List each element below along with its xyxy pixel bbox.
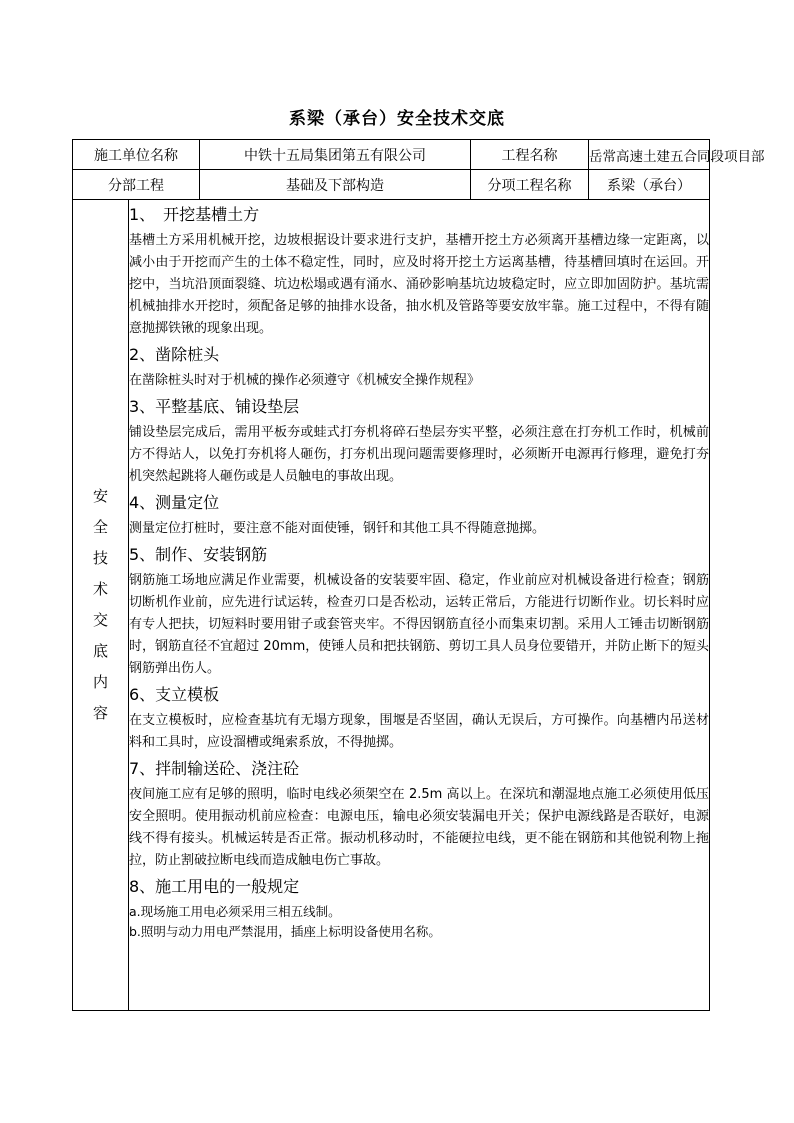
header-row-2 <box>73 170 710 200</box>
section-text: 钢筋施工场地应满足作业需要，机械设备的安装要牢固、稳定，作业前应对机械设备进行检查；钢筋切断机作业前，应先进行试运转，检查刃口是否松动，运转正常后，方能进行切断作业。切长料时应有专人把扶，切短料时要用钳子或套管夹牢。不得因钢筋直径小而集束切割。采用人工锤击切断钢筋时，钢筋直径不宜超过 20mm，使锤人员和把扶钢筋、剪切工具人员身位要错开，并防止断下的短头钢筋弹出伤人。 <box>129 573 709 676</box>
section-heading: 1、 开挖基槽土方 <box>129 205 260 224</box>
section-heading: 4、测量定位 <box>129 493 220 512</box>
section-text: 在凿除桩头时对于机械的操作必须遵守《机械安全操作规程》 <box>129 373 481 388</box>
side-char: 底 <box>92 642 108 660</box>
side-label <box>73 200 129 1011</box>
section-heading: 8、施工用电的一般规定 <box>129 877 300 896</box>
division-value: 基础及下部构造 <box>200 170 471 200</box>
section-heading: 6、支立模板 <box>129 685 220 704</box>
side-char: 内 <box>92 673 108 691</box>
content-row <box>73 200 710 1011</box>
subitem-label: 分项工程名称 <box>471 170 589 200</box>
construction-unit-label: 施工单位名称 <box>73 140 200 170</box>
list-item: b.照明与动力用电严禁混用，插座上标明设备使用名称。 <box>129 924 441 939</box>
section-text: 夜间施工应有足够的照明，临时电线必须架空在 2.5m 高以上。在深坑和潮湿地点施工必须使用低压安全照明。使用振动机前应检查：电源电压，输电必须安装漏电开关；保护电源线路是否联好，电源线不得有接头。机械运转是否正常。振动机移动时，不能硬拉电线，更不能在钢筋和其他锐利物上拖拉，防止割破拉断电线而造成触电伤亡事故。 <box>129 787 709 868</box>
project-name-label: 工程名称 <box>471 140 589 170</box>
section-heading: 5、制作、安装钢筋 <box>129 545 268 564</box>
construction-unit-value: 中铁十五局集团第五有限公司 <box>200 140 471 170</box>
section-text: 基槽土方采用机械开挖，边坡根据设计要求进行支护，基槽开挖土方必须离开基槽边缘一定距离，以减小由于开挖而产生的土体不稳定性，同时，应及时将开挖土方运离基槽，待基槽回填时在运回。开挖中，当坑沿顶面裂缝、坑边松塌或遇有涌水、涌砂影响基坑边坡稳定时，应立即加固防护。基坑需机械抽排水开挖时，须配备足够的抽排水设备，抽水机及管路等要安放牢靠。施工过程中，不得有随意抛掷铁锹的现象出现。 <box>129 233 709 336</box>
disclosure-table <box>72 139 765 1011</box>
side-char: 交 <box>92 611 108 629</box>
side-char: 全 <box>92 518 108 536</box>
division-label: 分部工程 <box>73 170 200 200</box>
project-name-value: 岳常高速土建五合同段项目部 <box>589 140 710 170</box>
side-char: 容 <box>92 704 108 722</box>
content-cell <box>129 200 710 1011</box>
side-char: 技 <box>92 549 108 567</box>
section-heading: 7、拌制输送砼、浇注砼 <box>129 759 300 778</box>
side-char: 安 <box>92 487 108 505</box>
section-text: 测量定位打桩时，要注意不能对面使锤，钢钎和其他工具不得随意抛掷。 <box>129 521 546 536</box>
side-char: 术 <box>92 580 108 598</box>
subitem-value: 系梁（承台） <box>589 170 710 200</box>
list-item: a.现场施工用电必须采用三相五线制。 <box>129 904 341 919</box>
section-heading: 3、平整基底、铺设垫层 <box>129 397 300 416</box>
document-title: 系梁（承台）安全技术交底 <box>289 109 505 129</box>
section-text: 在支立模板时，应检查基坑有无塌方现象，围堰是否坚固，确认无误后，方可操作。向基槽内吊送材料和工具时，应设溜槽或绳索系放，不得抛掷。 <box>129 713 709 750</box>
section-text: 铺设垫层完成后，需用平板夯或蛙式打夯机将碎石垫层夯实平整，必须注意在打夯机工作时，机械前方不得站人，以免打夯机将人砸伤，打夯机出现问题需要修理时，必须断开电源再行修理，避免打夯机突然起跳将人砸伤或是人员触电的事故出现。 <box>129 425 709 484</box>
section-heading: 2、凿除桩头 <box>129 345 220 364</box>
header-row-1 <box>73 140 710 170</box>
